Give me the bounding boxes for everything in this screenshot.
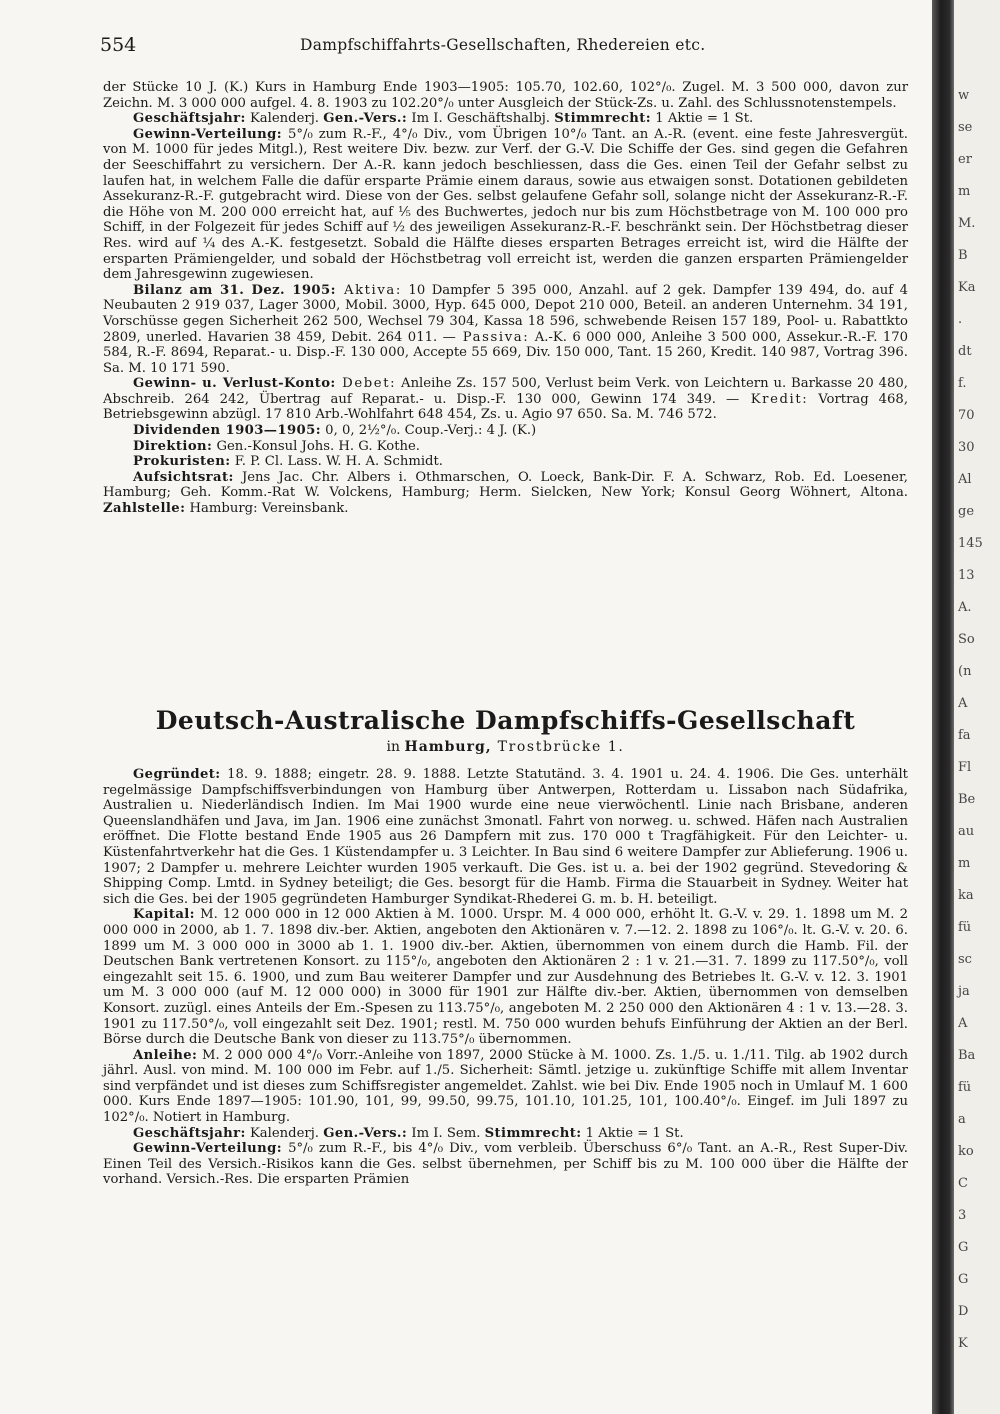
procurists-line bbox=[103, 454, 908, 470]
label-kapital: Kapital: bbox=[133, 907, 195, 923]
value-direktion: Gen.-Konsul Johs. H. G. Kothe. bbox=[212, 438, 420, 454]
next-page-fragment: 145 bbox=[958, 536, 983, 551]
city-name: Hamburg, bbox=[404, 739, 492, 755]
value-passiva: A.-K. 6 000 000, Anleihe 3 500 000, Assekur.-R.-F. 170 584, R.-F. 8694, Reparat.- u. Disp.-F. 130 000, Accepte 55 669, Div. 150 000, Tant. 15 260, Kredit. 140 987, Vortrag 396. Sa. M. 10 171 590. bbox=[103, 329, 908, 376]
next-page-fragment: G bbox=[958, 1240, 969, 1255]
value-debet: Anleihe Zs. 157 500, Verlust beim Verk. von Leichtern u. Barkasse 20 480, Abschreib. 264 242, Übertrag auf Reparat.- u. Disp.-F. 130 000, Gewinn 174 349. — bbox=[103, 376, 908, 407]
label-geschaeftsjahr: Geschäftsjahr: bbox=[133, 1125, 246, 1141]
value-zahlstelle: Hamburg: Vereinsbank. bbox=[185, 501, 349, 517]
company-location bbox=[103, 739, 908, 755]
next-page-fragment: sc bbox=[958, 952, 972, 967]
value-gegruendet: 18. 9. 1888; eingetr. 28. 9. 1888. Letzte Statutänd. 3. 4. 1901 u. 24. 4. 1906. Die Ges. unterhält regelmässige Dampfschiffsverbindungen von Hamburg über Antwerpen, Rotterdam u. Lissabon nach Südafrika, Australien u. Niederländisch Indien. Im Mai 1900 wurde eine neue vierwöchentl. Linie nach Brisbane, anderen Queenslandhäfen und Java, im Jan. 1906 eine zunächst 3monatl. Fahrt von norweg. u. schwed. Häfen nach Australien eröffnet. Die Flotte bestand Ende 1905 aus 26 Dampfern mit zus. 170 000 t Tragfähigkeit. Für den Leichter- u. Küstenfahrtverkehr hat die Ges. 1 Küstendampfer u. 3 Leichter. In Bau sind 6 weitere Dampfer zur Ablieferung. 1906 u. 1907; 2 Dampfer u. mehrere Leichter wurden 1905 verkauft. Die Ges. ist u. a. bei der 1902 gegründ. Stevedoring & Shipping Comp. Lmtd. in Sydney beteiligt; die Ges. besorgt für die Hamb. Firma die Stauarbeit in Sydney. Weiter hat sich die Ges. bei der 1905 gegründeten Hamburger Syndikat-Rhederei G. m. b. H. beteiligt. bbox=[103, 767, 908, 907]
book-gutter bbox=[932, 0, 954, 1414]
next-page-fragment: w bbox=[958, 88, 970, 103]
label-debet: Debet: bbox=[335, 376, 397, 392]
next-page-fragment: B bbox=[958, 248, 968, 263]
next-page-fragment: D bbox=[958, 1304, 969, 1319]
label-stimmrecht: Stimmrecht: bbox=[554, 111, 652, 127]
label-anleihe: Anleihe: bbox=[133, 1047, 198, 1063]
next-page-fragment: A. bbox=[958, 600, 972, 615]
label-direktion: Direktion: bbox=[133, 438, 213, 454]
next-page-fragment: ge bbox=[958, 504, 975, 519]
next-page-fragment: a bbox=[958, 1112, 966, 1127]
next-page-fragment: So bbox=[958, 632, 975, 647]
next-page-fragment: 13 bbox=[958, 568, 975, 583]
profit-loss-paragraph bbox=[103, 376, 908, 423]
next-page-fragment: Be bbox=[958, 792, 976, 807]
next-page-fragment: Ba bbox=[958, 1048, 976, 1063]
label-dividenden: Dividenden 1903—1905: bbox=[133, 423, 321, 439]
label-geschaeftsjahr: Geschäftsjahr: bbox=[133, 111, 246, 127]
value-stimmrecht: 1 Aktie = 1 St. bbox=[651, 111, 754, 127]
next-page-fragment: Fl bbox=[958, 760, 972, 775]
next-page-fragment: A bbox=[958, 1016, 968, 1031]
value-geschaeftsjahr: Kalenderj. bbox=[245, 111, 324, 127]
bond-paragraph bbox=[103, 1048, 908, 1126]
founded-paragraph bbox=[103, 767, 908, 907]
next-page-fragment: ja bbox=[958, 984, 970, 999]
value-gewinn-verteilung: 5°/₀ zum R.-F., 4°/₀ Div., vom Übrigen 10°/₀ Tant. an A.-R. (event. eine feste Jahresvergüt. von M. 1000 für jedes Mitgl.), Rest weitere Div. bezw. zur Verf. der G.-V. Die Schiffe der Ges. sind gegen die Gefahren der Seeschiffahrt zu versichern. Der A.-R. kann jedoch beschliessen, dass die Ges. einen Teil der Gefahr selbst zu laufen hat, in welchem Falle die dafür ersparte Prämie einem daraus, sowie aus etwaigen sonst. Dotationen gebildeten Assekuranz-R.-F. gutgebracht wird. Diese von der Ges. selbst gelaufene Gefahr soll, solange nicht der Assekuranz-R.-F. die Höhe von M. 200 000 erreicht hat, auf ⅕ des Buchwertes, jedoch nur bis zum Höchstbetrage von M. 100 000 pro Schiff, in der Folgezeit für jedes Schiff auf ½ des jeweiligen Assekuranz-R.-F. beschränkt sein. Der Höchstbetrag dieser Res. wird auf ¼ des A.-K. festgesetzt. Sobald die Hälfte dieses ersparten Betrages erreicht ist, wird die Hälfte der ersparten Prämiengelder, und sobald der Höchstbetrag voll erreicht ist, werden die ganzen ersparten Prämiengelder dem Jahresgewinn zugewiesen. bbox=[103, 126, 908, 283]
next-page-fragment: (n bbox=[958, 664, 972, 679]
capital-paragraph bbox=[103, 907, 908, 1047]
next-page-fragment: Ka bbox=[958, 280, 976, 295]
next-page-fragment: 3 bbox=[958, 1208, 967, 1223]
value-aufsichtsrat: Jens Jac. Chr. Albers i. Othmarschen, O. Loeck, Bank-Dir. F. A. Schwarz, Rob. Ed. Loesener, Hamburg; Geh. Komm.-Rat W. Volckens, Hamburg; Herm. Sielcken, New York; Konsul Georg Wöhnert, Altona. bbox=[103, 469, 908, 501]
next-page-fragment: m bbox=[958, 184, 971, 199]
next-page-fragment: M. bbox=[958, 216, 976, 231]
next-page-fragment: er bbox=[958, 152, 972, 167]
next-page-fragment: Al bbox=[958, 472, 972, 487]
value-gen-vers: Im I. Geschäftshalbj. bbox=[407, 111, 555, 127]
location-prefix: in bbox=[386, 739, 405, 755]
label-aufsichtsrat: Aufsichtsrat: bbox=[133, 469, 234, 485]
street-address: Trostbrücke 1. bbox=[491, 739, 625, 755]
label-bilanz: Bilanz am 31. Dez. 1905: bbox=[133, 282, 336, 298]
value-gen-vers: Im I. Sem. bbox=[407, 1125, 485, 1141]
profit-distribution-paragraph bbox=[103, 1141, 908, 1188]
label-zahlstelle: Zahlstelle: bbox=[103, 501, 186, 517]
next-page-fragment: fa bbox=[958, 728, 971, 743]
label-gen-vers: Gen.-Vers.: bbox=[323, 1125, 408, 1141]
value-prokuristen: F. P. Cl. Lass. W. H. A. Schmidt. bbox=[230, 454, 443, 470]
value-stimmrecht: 1 Aktie = 1 St. bbox=[581, 1125, 684, 1141]
dividends-line bbox=[103, 423, 908, 439]
direction-line bbox=[103, 439, 908, 455]
company-title: Deutsch-Australische Dampfschiffs-Gesellschaft bbox=[155, 706, 856, 735]
next-page-fragment: m bbox=[958, 856, 971, 871]
next-page-fragment: . bbox=[958, 312, 963, 327]
stock-paragraph: der Stücke 10 J. (K.) Kurs in Hamburg Ende 1903—1905: 105.70, 102.60, 102°/₀. Zugel. M. 3 500 000, davon zur Zeichn. M. 3 000 000 aufgel. 4. 8. 1903 zu 102.20°/₀ unter Ausgleich der Stück-Zs. u. Zahl. des Schlussnotenstempels. bbox=[103, 80, 908, 111]
fiscal-year-line bbox=[103, 111, 908, 127]
next-page-fragment: ka bbox=[958, 888, 974, 903]
company-entry bbox=[103, 767, 908, 1188]
value-anleihe: M. 2 000 000 4°/₀ Vorr.-Anleihe von 1897, 2000 Stücke à M. 1000. Zs. 1./5. u. 1./11. Tilg. ab 1902 durch jährl. Ausl. von mind. M. 100 000 im Febr. auf 1./5. Sicherheit: Sämtl. jetzige u. zukünftige Schiffe mit allem Inventar sind verpfändet und ist dieses zum Schiffsregister angemeldet. Zahlst. wie bei Div. Ende 1905 noch in Umlauf M. 1 600 000. Kurs Ende 1897—1905: 101.90, 101, 99, 99.50, 99.75, 101.10, 101.25, 101, 100.40°/₀. Eingef. im Juli 1897 zu 102°/₀. Notiert in Hamburg. bbox=[103, 1047, 908, 1126]
label-gegruendet: Gegründet: bbox=[133, 767, 221, 782]
next-page-fragment: au bbox=[958, 824, 975, 839]
next-page-fragment: 30 bbox=[958, 440, 975, 455]
next-page-fragment: fü bbox=[958, 920, 972, 935]
next-page-fragment: A bbox=[958, 696, 968, 711]
running-head: Dampfschiffahrts-Gesellschaften, Rhedereien etc. bbox=[300, 36, 706, 54]
supervisory-board-paragraph bbox=[103, 470, 908, 517]
label-gewinn-verlust: Gewinn- u. Verlust-Konto: bbox=[133, 376, 336, 392]
next-page-fragment: f. bbox=[958, 376, 967, 391]
label-aktiva: Aktiva: bbox=[335, 282, 402, 298]
next-page-edge bbox=[954, 0, 1000, 1414]
next-page-fragment: 70 bbox=[958, 408, 975, 423]
value-kapital: M. 12 000 000 in 12 000 Aktien à M. 1000. Urspr. M. 4 000 000, erhöht lt. G.-V. v. 29. 1. 1898 um M. 2 000 000 in 2000, ab 1. 7. 1898 div.-ber. Aktien, angeboten den Aktionären v. 7.—12. 2. 1898 zu 106°/₀. lt. G.-V. v. 20. 6. 1899 um M. 3 000 000 in 3000 ab 1. 1. 1900 div.-ber. Aktien, übernommen von einem durch die Hamb. Fil. der Deutschen Bank vertretenen Konsort. zu 115°/₀, angeboten den Aktionären 2 : 1 v. 21.—31. 7. 1899 zu 117.50°/₀, voll eingezahlt seit 15. 6. 1900, und zum Bau weiterer Dampfer und zur Ausdehnung des Betriebes lt. G.-V. v. 12. 3. 1901 um M. 3 000 000 (auf M. 12 000 000) in 3000 für 1901 zur Hälfte div.-ber. Aktien, übernommen von demselben Konsort. zuzügl. eines Anteils der Em.-Spesen zu 113.75°/₀, angeboten M. 2 250 000 den Aktionären 4 : 1 v. 13.—28. 3. 1901 zu 117.50°/₀, voll eingezahlt seit Dez. 1901; restl. M. 750 000 wurden behufs Einführung der Aktien an der Berl. Börse durch die Deutsche Bank von dieser zu 113.75°/₀ übernommen. bbox=[103, 907, 908, 1048]
label-gewinn-verteilung: Gewinn-Verteilung: bbox=[133, 126, 283, 142]
previous-company-entry bbox=[103, 80, 908, 517]
label-kredit: Kredit: bbox=[739, 391, 809, 407]
profit-distribution-paragraph bbox=[103, 127, 908, 283]
next-page-fragment: C bbox=[958, 1176, 968, 1191]
balance-sheet-paragraph bbox=[103, 283, 908, 377]
label-stimmrecht: Stimmrecht: bbox=[484, 1125, 582, 1141]
label-passiva: Passiva: bbox=[455, 329, 530, 345]
value-gewinn-verteilung: 5°/₀ zum R.-F., bis 4°/₀ Div., vom verbleib. Überschuss 6°/₀ Tant. an A.-R., Rest Super-Div. Einen Teil des Versich.-Risikos kann die Ges. selbst übernehmen, per Schiff bis zu M. 100 000 über die Hälfte der vorhand. Versich.-Res. Die ersparten Prämien bbox=[103, 1141, 908, 1188]
next-page-fragment: fü bbox=[958, 1080, 972, 1095]
value-kredit: Vortrag 468, Betriebsgewinn abzügl. 17 810 Arb.-Wohlfahrt 648 454, Zs. u. Agio 97 650. Sa. M. 746 572. bbox=[103, 391, 909, 423]
next-page-fragment: dt bbox=[958, 344, 972, 359]
value-aktiva: 10 Dampfer 5 395 000, Anzahl. auf 2 gek. Dampfer 139 494, do. auf 4 Neubauten 2 919 037, Lager 3000, Mobil. 3000, Hyp. 645 000, Depot 210 000, Beteil. an anderen Unternehm. 34 191, Vorschüsse gegen Sicherheit 262 500, Wechsel 79 304, Kassa 18 596, schwebende Reisen 157 189, Pool- u. Rabattkto 2809, unerled. Havarien 38 459, Debit. 264 011. — bbox=[103, 282, 908, 345]
value-geschaeftsjahr: Kalenderj. bbox=[245, 1125, 324, 1141]
value-dividenden: 0, 0, 2½°/₀. Coup.-Verj.: 4 J. (K.) bbox=[320, 423, 537, 439]
next-page-fragment: se bbox=[958, 120, 973, 135]
next-page-fragment: K bbox=[958, 1336, 968, 1351]
page-header bbox=[100, 34, 930, 58]
fiscal-year-line bbox=[103, 1126, 908, 1142]
label-gen-vers: Gen.-Vers.: bbox=[323, 111, 408, 127]
page-number: 554 bbox=[100, 34, 137, 56]
label-prokuristen: Prokuristen: bbox=[133, 454, 231, 470]
next-page-fragment: ko bbox=[958, 1144, 974, 1159]
label-gewinn-verteilung: Gewinn-Verteilung: bbox=[133, 1141, 283, 1157]
next-page-fragment: G bbox=[958, 1272, 969, 1287]
